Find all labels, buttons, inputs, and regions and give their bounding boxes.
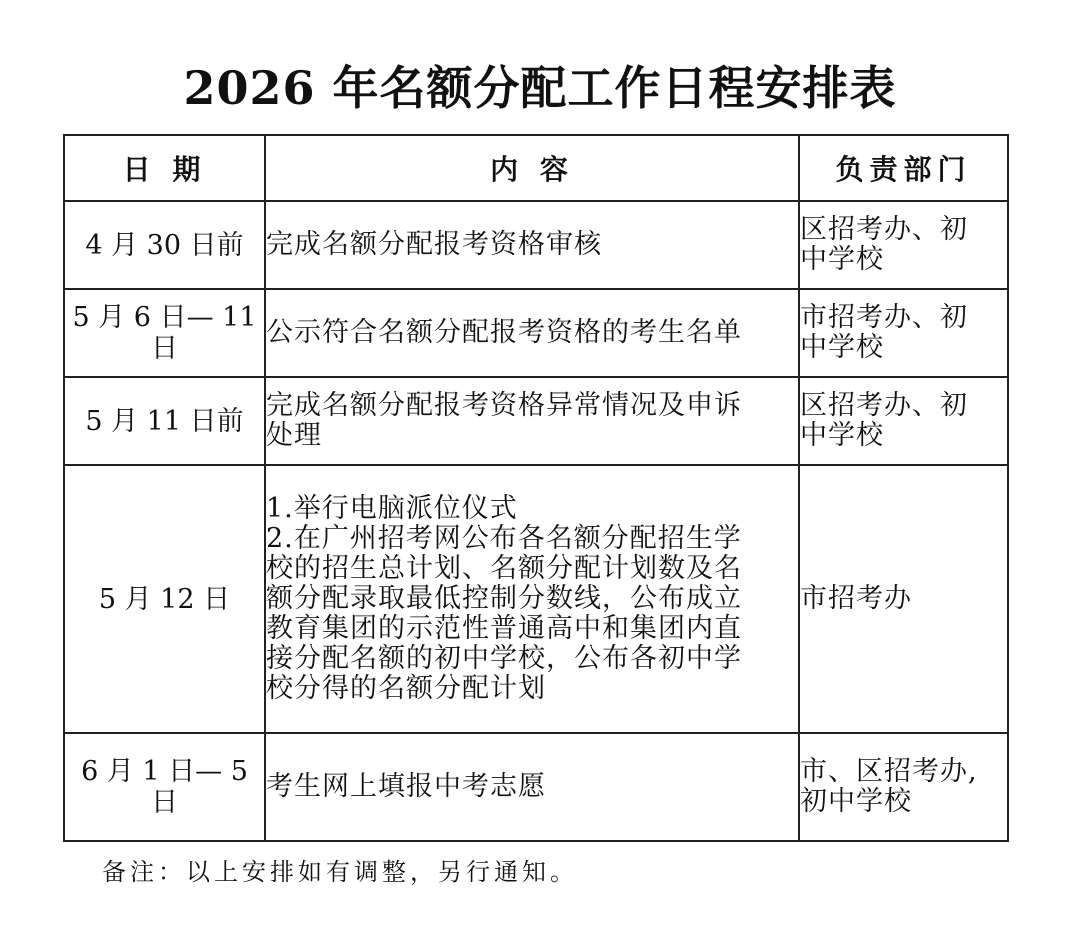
content-cell [265,377,799,465]
content-line: 接分配名额的初中学校，公布各初中学 [266,643,742,674]
header-department: 负责部门 [799,135,1008,201]
department-line: 区招考办、初 [800,390,968,421]
department-cell [799,733,1008,841]
content-line: 公示符合名额分配报考资格的考生名单 [266,317,742,348]
date-cell: 5 月 12 日 [64,465,265,733]
content-cell [265,289,799,377]
content-line: 教育集团的示范性普通高中和集团内直 [266,613,742,644]
content-line: 校分得的名额分配计划 [266,673,546,704]
department-line: 市招考办 [800,583,912,614]
table-row [64,289,1008,377]
content-line: 校的招生总计划、名额分配计划数及名 [266,553,742,584]
header-date: 日 期 [64,135,265,201]
header-content: 内 容 [265,135,799,201]
department-line: 中学校 [800,420,884,451]
content-line: 完成名额分配报考资格异常情况及申诉 [266,390,742,421]
content-line: 1.举行电脑派位仪式 [266,493,518,524]
content-cell [265,733,799,841]
date-cell: 4 月 30 日前 [64,201,265,289]
page-title: 2026 年名额分配工作日程安排表 [183,61,897,115]
content-cell [265,201,799,289]
content-line: 2.在广州招考网公布各名额分配招生学 [266,523,742,554]
department-cell [799,377,1008,465]
table-header-row [64,135,1008,201]
department-line: 市招考办、初 [800,302,968,333]
remark-note: 备注：以上安排如有调整，另行通知。 [102,858,578,886]
department-cell [799,201,1008,289]
department-line: 市、区招考办, [800,756,978,787]
content-line: 考生网上填报中考志愿 [266,771,546,802]
table-row [64,201,1008,289]
table-row [64,465,1008,733]
content-line: 处理 [266,420,322,451]
date-cell: 5 月 6 日— 11 日 [64,289,265,377]
table-row [64,733,1008,841]
department-line: 中学校 [800,332,884,363]
department-line: 初中学校 [800,786,912,817]
department-line: 中学校 [800,244,884,275]
department-line: 区招考办、初 [800,214,968,245]
department-cell [799,465,1008,733]
content-line: 完成名额分配报考资格审核 [266,229,602,260]
content-line: 额分配录取最低控制分数线，公布成立 [266,583,742,614]
department-cell [799,289,1008,377]
table-row [64,377,1008,465]
content-cell [265,465,799,733]
date-cell: 5 月 11 日前 [64,377,265,465]
schedule-table [63,134,1009,842]
date-cell: 6 月 1 日— 5 日 [64,733,265,841]
